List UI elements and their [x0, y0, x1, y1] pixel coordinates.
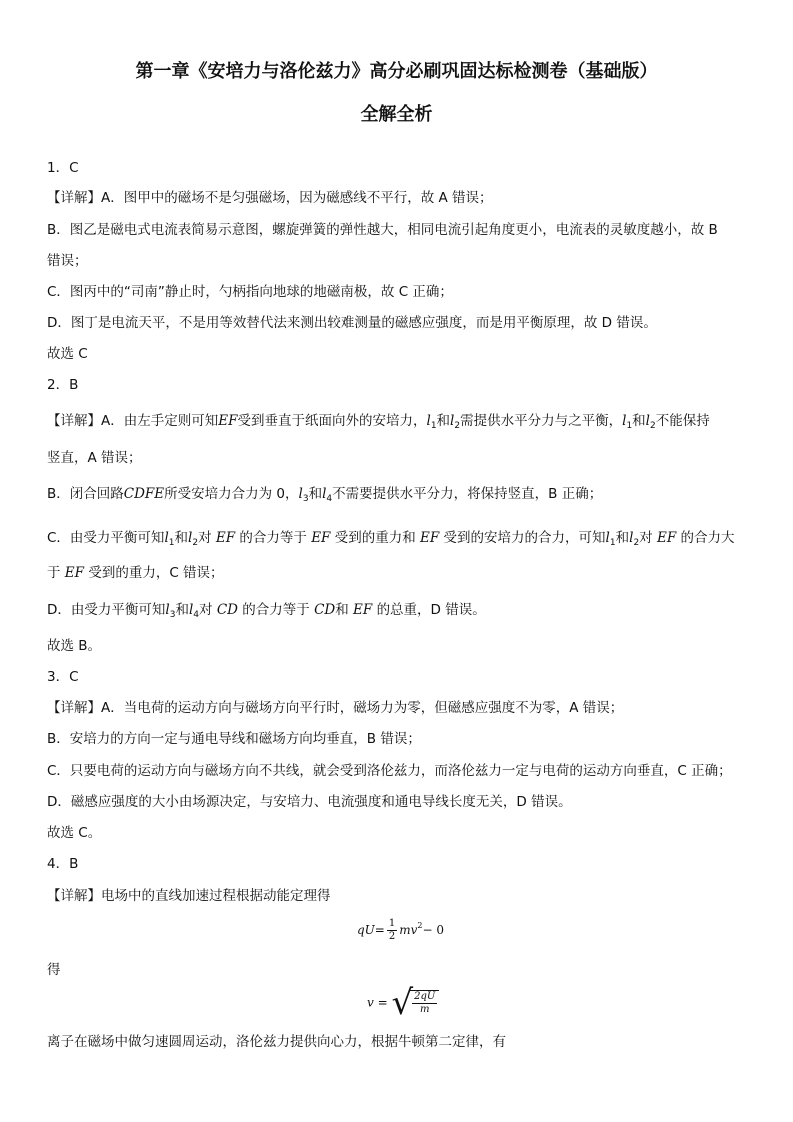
q4-de: 得 [47, 962, 61, 978]
q1-option-b: B．图乙是磁电式电流表简易示意图，螺旋弹簧的弹性越大，相同电流引起角度更小，电流表的灵敏度越小，故 B [47, 222, 718, 238]
q2-option-c-cont: 于 EF 受到的重力，C 错误； [47, 565, 224, 581]
q2-conclusion: 故选 B。 [47, 638, 102, 654]
page-title: 第一章《安培力与洛伦兹力》高分必刷巩固达标检测卷（基础版） [135, 61, 658, 82]
q3-option-d: D．磁感应强度的大小由场源决定，与安培力、电流强度和通电导线长度无关，D 错误。 [47, 794, 572, 810]
q1-answer: 1．C [47, 160, 79, 176]
page-subtitle: 全解全析 [360, 104, 433, 125]
q2-answer: 2．B [47, 377, 79, 393]
q4-detail: 【详解】电场中的直线加速过程根据动能定理得 [47, 888, 331, 904]
q2-option-c: C．由受力平衡可知$l_1$和$l_2$对 EF 的合力等于 EF 受到的重力和 EF 受到的安培力的合力，可知$l_1$和$l_2$对 EF 的合力大 [47, 530, 735, 548]
q1-option-c: C．图丙中的“司南”静止时，勺柄指向地球的地磁南极，故 C 正确； [47, 284, 453, 300]
q1-option-d: D．图丁是电流天平，不是用等效替代法来测出较难测量的磁感应强度，而是用平衡原理，故 D 错误。 [47, 315, 657, 331]
q2-option-d: D．由受力平衡可知$l_3$和$l_4$对 CD 的合力等于 CD和 EF 的总重，D 错误。 [47, 602, 486, 620]
q4-text2: 离子在磁场中做匀速圆周运动，洛伦兹力提供向心力，根据牛顿第二定律，有 [47, 1034, 506, 1050]
q4-answer: 4．B [47, 856, 79, 872]
q1-option-b-cont: 错误； [47, 253, 88, 269]
q3-option-c: C．只要电荷的运动方向与磁场方向不共线，就会受到洛伦兹力，而洛伦兹力一定与电荷的运动方向垂直，C 正确； [47, 763, 732, 779]
formula-kinetic-energy: qU= $\frac{1}{2}$ $mv^2- 0$ [357, 918, 445, 942]
q1-conclusion: 故选 C [47, 346, 88, 362]
q2-option-b: B．闭合回路CDFE所受安培力合力为 0，$l_3$和$l_4$不需要提供水平分力，将保持竖直，B 正确； [47, 486, 603, 504]
q3-conclusion: 故选 C。 [47, 825, 102, 841]
q3-answer: 3．C [47, 669, 79, 685]
q1-option-a: 【详解】A．图甲中的磁场不是匀强磁场，因为磁感线不平行，故 A 错误； [47, 190, 493, 206]
q3-option-a: 【详解】A．当电荷的运动方向与磁场方向平行时，磁场力为零，但磁感应强度不为零，A 错误； [47, 700, 624, 716]
q2-option-a-cont: 竖直，A 错误； [47, 450, 142, 466]
formula-velocity: v = √ $\frac{2qU}{m}$ [367, 986, 439, 1020]
q2-option-a: 【详解】A．由左手定则可知EF受到垂直于纸面向外的安培力，$l_1$和$l_2$需提供水平分力与之平衡，$l_1$和$l_2$不能保持 [47, 413, 710, 431]
q3-option-b: B．安培力的方向一定与通电导线和磁场方向均垂直，B 错误； [47, 731, 421, 747]
